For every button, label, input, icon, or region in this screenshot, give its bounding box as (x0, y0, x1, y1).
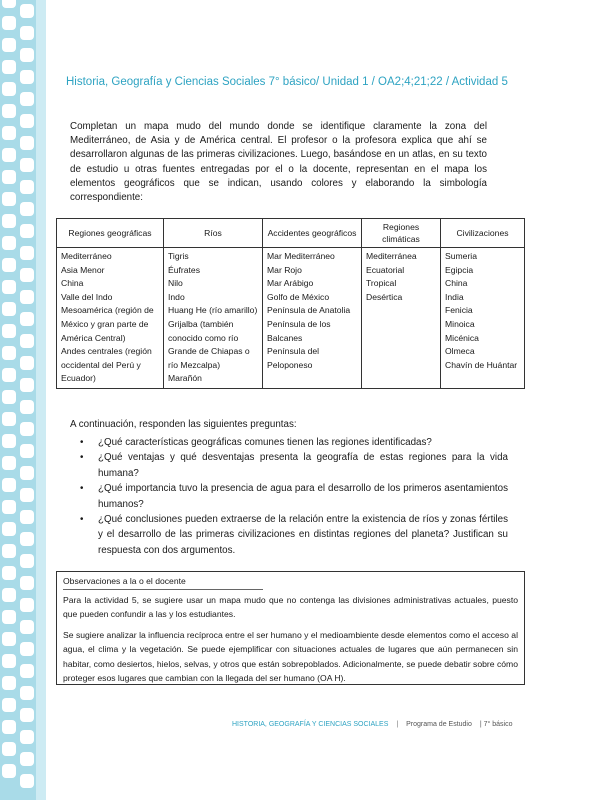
table-cell-item: Golfo de México (267, 291, 330, 302)
decorative-square (20, 224, 34, 238)
footer-program: Programa de Estudio (406, 721, 472, 728)
decorative-square (20, 246, 34, 260)
decorative-square (20, 444, 34, 458)
decorative-square (2, 434, 16, 448)
question-item: • ¿Qué conclusiones pueden extraerse de la relación entre la existencia de ríos y zonas fértiles y el desarrollo de las primeras civilizaciones en distintas regiones del planeta? Justifican su respuesta con dos argumentos. (78, 512, 508, 558)
table-cell-item: China (445, 278, 468, 289)
decorative-square (20, 774, 34, 788)
header-climate-regions: Regiones climáticas (362, 219, 441, 248)
decorative-squares-left (2, 0, 16, 778)
decorative-square (20, 92, 34, 106)
decorative-square (20, 268, 34, 282)
table-cell-item: Mar Mediterráneo (267, 251, 335, 261)
table-cell-item: Península del Peloponeso (267, 346, 320, 370)
page-title: Historia, Geografía y Ciencias Sociales 7° básico/ Unidad 1 / OA2;4;21;22 / Actividad 5 (66, 76, 508, 88)
decorative-square (20, 686, 34, 700)
table-cell-item: Tropical (366, 278, 397, 289)
decorative-square (2, 588, 16, 602)
table-cell-item: India (445, 291, 464, 302)
decorative-square (2, 742, 16, 756)
activity-instructions: Completan un mapa mudo del mundo donde se identifique claramente la zona del Mediterráneo, de Asia y de América central. El profesor o la profesora explica que ahí se desarrollaron algunas de las primeras civilizaciones. Luego, basándose en un atlas, en su texto de estudio u otras fuentes entregadas por el o la docente, representan en el mapa los elementos geográficos que se indican, usando colores y elaborando la simbología correspondiente: (70, 121, 487, 204)
table-cell-item: Asia Menor (61, 264, 105, 275)
decorative-square (20, 4, 34, 18)
cell-climate-regions (362, 248, 441, 389)
decorative-square (20, 620, 34, 634)
table-cell-item: Minoica (445, 318, 475, 329)
decorative-square (20, 356, 34, 370)
decorative-square (20, 532, 34, 546)
decorative-square (20, 554, 34, 568)
decorative-square (2, 500, 16, 514)
decorative-square (2, 764, 16, 778)
table-cell-item: Indo (168, 291, 185, 302)
table-cell-item: Mediterránea (366, 251, 417, 261)
footer-grade: | 7° básico (479, 721, 513, 728)
table-cell-item: Península de Anatolia (267, 305, 351, 316)
decorative-square (2, 632, 16, 646)
table-cell-item: Sumeria (445, 251, 477, 261)
question-item: • ¿Qué importancia tuvo la presencia de agua para el desarrollo de los primeros asentamientos humanos? (78, 481, 508, 512)
decorative-square (2, 38, 16, 52)
questions-list (78, 435, 508, 558)
decorative-square (2, 236, 16, 250)
decorative-square (2, 302, 16, 316)
geographic-elements-table (56, 218, 525, 389)
decorative-square (2, 280, 16, 294)
decorative-square (2, 610, 16, 624)
decorative-square (20, 312, 34, 326)
decorative-square (20, 422, 34, 436)
decorative-square (2, 148, 16, 162)
table-cell-item: Huang He (río amarillo) (168, 305, 258, 316)
decorative-square (20, 488, 34, 502)
table-cell-item: Micénica (445, 332, 479, 343)
decorative-square (20, 378, 34, 392)
decorative-square (20, 400, 34, 414)
decorative-square (2, 324, 16, 338)
decorative-square (20, 158, 34, 172)
table-cell-item: Chavín de Huántar (445, 359, 518, 370)
decorative-square (20, 136, 34, 150)
cell-civilizations (441, 248, 525, 389)
decorative-square (20, 466, 34, 480)
table-cell-item: Nilo (168, 278, 183, 289)
decorative-square (20, 598, 34, 612)
decorative-square (20, 664, 34, 678)
decorative-square (20, 48, 34, 62)
table-cell-item: Fenicia (445, 305, 473, 316)
table-cell-item: Egipcia (445, 264, 474, 275)
decorative-square (2, 170, 16, 184)
decorative-square (2, 456, 16, 470)
decorative-square (2, 676, 16, 690)
header-civilizations: Civilizaciones (441, 219, 525, 248)
decorative-square (20, 642, 34, 656)
table-cell-item: Mesoamérica (región de México y gran parte de América Central) (61, 305, 154, 343)
table-cell-item: Tigris (168, 251, 189, 261)
question-item: • ¿Qué características geográficas comunes tienen las regiones identificadas? (78, 435, 508, 450)
table-cell-item: Marañón (168, 373, 202, 384)
table-cell-item: Mar Rojo (267, 264, 302, 275)
table-row (57, 248, 525, 389)
table-cell-item: Desértica (366, 291, 403, 302)
table-cell-item: Mar Arábigo (267, 278, 314, 289)
decorative-square (2, 60, 16, 74)
decorative-square (2, 192, 16, 206)
observations-title: Observaciones a la o el docente (63, 574, 263, 590)
decorative-square (2, 566, 16, 580)
decorative-square (2, 522, 16, 536)
decorative-square (2, 654, 16, 668)
header-geographic-regions: Regiones geográficas (57, 219, 164, 248)
decorative-square (20, 576, 34, 590)
decorative-square (2, 82, 16, 96)
decorative-band-edge (36, 0, 46, 800)
table-cell-item: Península de los Balcanes (267, 318, 331, 343)
decorative-square (2, 412, 16, 426)
decorative-squares-right (20, 4, 34, 788)
decorative-square (20, 752, 34, 766)
decorative-square (20, 730, 34, 744)
decorative-square (2, 0, 16, 8)
footer-subject: HISTORIA, GEOGRAFÍA Y CIENCIAS SOCIALES (232, 721, 389, 728)
decorative-square (2, 698, 16, 712)
decorative-square (20, 202, 34, 216)
cell-rivers (164, 248, 263, 389)
decorative-square (2, 16, 16, 30)
decorative-square (20, 114, 34, 128)
decorative-square (20, 26, 34, 40)
decorative-square (20, 510, 34, 524)
decorative-square (2, 214, 16, 228)
decorative-square (20, 708, 34, 722)
questions-intro: A continuación, responden las siguientes preguntas: (70, 419, 297, 430)
table-cell-item: Grijalba (también conocido como río Grande de Chiapas o río Mezcalpa) (168, 318, 250, 370)
header-geographic-features: Accidentes geográficos (263, 219, 362, 248)
table-header-row (57, 219, 525, 248)
observations-paragraph-1: Para la actividad 5, se sugiere usar un mapa mudo que no contenga las divisiones administrativas actuales, puesto que pueden confundir a las y los estudiantes. (63, 595, 518, 620)
footer-separator: | (396, 721, 399, 728)
observations-paragraph-2: Se sugiere analizar la influencia recíproca entre el ser humano y el medioambiente desde elementos como el acceso al agua, el clima y la vegetación. Se puede ejemplificar con situaciones actuales de lugares que aún permanecen sin habitar, como desiertos, hielos, selvas, y otros que están sobrepoblados. Adicionalmente, se puede debatir sobre cómo proteger esos lugares que cambian con la llegada del ser humano (OA H). (63, 630, 518, 684)
table-cell-item: Ecuatorial (366, 264, 405, 275)
decorative-square (20, 290, 34, 304)
decorative-square (20, 70, 34, 84)
decorative-square (2, 126, 16, 140)
table-cell-item: Valle del Indo (61, 291, 113, 302)
decorative-square (2, 104, 16, 118)
header-rivers: Ríos (164, 219, 263, 248)
cell-geographic-features (263, 248, 362, 389)
table-cell-item: China (61, 278, 84, 289)
table-cell-item: Olmeca (445, 346, 475, 357)
table-cell-item: Andes centrales (región occidental del Perú y Ecuador) (61, 346, 152, 384)
page-footer (232, 721, 512, 728)
decorative-side-band (0, 0, 46, 800)
decorative-square (2, 346, 16, 360)
decorative-square (20, 180, 34, 194)
decorative-square (2, 544, 16, 558)
decorative-square (2, 368, 16, 382)
question-item: • ¿Qué ventajas y qué desventajas presenta la geografía de estas regiones para la vida humana? (78, 450, 508, 481)
decorative-square (2, 258, 16, 272)
cell-geographic-regions (57, 248, 164, 389)
decorative-square (2, 478, 16, 492)
table-cell-item: Éufrates (168, 264, 201, 275)
decorative-square (2, 720, 16, 734)
table-cell-item: Mediterráneo (61, 251, 112, 261)
decorative-square (20, 334, 34, 348)
teacher-observations-box (56, 571, 525, 685)
decorative-square (2, 390, 16, 404)
